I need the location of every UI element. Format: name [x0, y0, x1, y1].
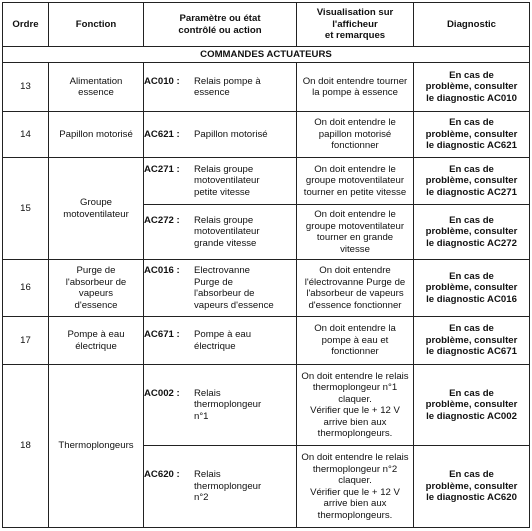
header-fonction: Fonction	[49, 3, 144, 47]
row-fonction: Groupe motoventilateur	[49, 158, 144, 260]
header-diagnostic: Diagnostic	[414, 3, 530, 47]
row-visualisation: On doit entendre le groupe motoventilateur tourner en petite vitesse	[297, 158, 414, 205]
row-parametre	[144, 260, 297, 317]
parameter-code: AC271 :	[144, 163, 180, 175]
actuator-diagnostic-table	[2, 2, 530, 528]
row-parametre	[144, 446, 297, 528]
row-ordre: 14	[3, 112, 49, 158]
row-visualisation: On doit entendre la pompe à eau et fonctionner	[297, 317, 414, 365]
parameter-code: AC010 :	[144, 75, 180, 87]
parameter-code: AC621 :	[144, 128, 180, 140]
row-visualisation: On doit entendre le relais thermoplongeur n°1 claquer. Vérifier que le + 12 V arrive bien aux thermoplongeurs.	[297, 365, 414, 446]
row-visualisation: On doit entendre l'électrovanne Purge de l'absorbeur de vapeurs d'essence fonctionner	[297, 260, 414, 317]
row-ordre: 18	[3, 365, 49, 528]
table-row	[3, 63, 530, 112]
row-fonction: Purge de l'absorbeur de vapeurs d'essence	[49, 260, 144, 317]
row-fonction: Thermoplongeurs	[49, 365, 144, 528]
row-parametre	[144, 112, 297, 158]
row-diagnostic: En cas de problème, consulter le diagnostic AC620	[414, 446, 530, 528]
row-parametre	[144, 63, 297, 112]
row-parametre	[144, 158, 297, 205]
row-diagnostic: En cas de problème, consulter le diagnostic AC671	[414, 317, 530, 365]
table-row	[3, 260, 530, 317]
parameter-description: Relais thermoplongeur n°2	[194, 469, 262, 504]
row-ordre: 17	[3, 317, 49, 365]
parameter-code: AC620 :	[144, 469, 180, 481]
section-row	[3, 47, 530, 63]
row-parametre	[144, 365, 297, 446]
row-diagnostic: En cas de problème, consulter le diagnostic AC271	[414, 158, 530, 205]
parameter-code: AC272 :	[144, 214, 180, 226]
row-diagnostic: En cas de problème, consulter le diagnostic AC010	[414, 63, 530, 112]
row-ordre: 13	[3, 63, 49, 112]
header-visualisation: Visualisation sur l'afficheur et remarques	[297, 3, 414, 47]
header-parametre: Paramètre ou état contrôlé ou action	[144, 3, 297, 47]
parameter-description: Relais groupe motoventilateur grande vitesse	[194, 214, 260, 249]
table-row	[3, 158, 530, 205]
row-diagnostic: En cas de problème, consulter le diagnostic AC016	[414, 260, 530, 317]
row-visualisation: On doit entendre le groupe motoventilateur tourner en grande vitesse	[297, 205, 414, 260]
parameter-description: Pompe à eau électrique	[194, 329, 252, 352]
row-ordre: 16	[3, 260, 49, 317]
parameter-description: Relais groupe motoventilateur petite vitesse	[194, 163, 260, 198]
parameter-code: AC002 :	[144, 387, 180, 399]
row-visualisation: On doit entendre le papillon motorisé fonctionner	[297, 112, 414, 158]
table-row	[3, 112, 530, 158]
row-parametre	[144, 317, 297, 365]
parameter-code: AC671 :	[144, 329, 180, 340]
row-parametre	[144, 205, 297, 260]
row-fonction: Pompe à eau électrique	[49, 317, 144, 365]
parameter-code: AC016 :	[144, 265, 180, 276]
parameter-description: Relais pompe à essence	[194, 75, 261, 98]
row-diagnostic: En cas de problème, consulter le diagnostic AC621	[414, 112, 530, 158]
row-visualisation: On doit entendre tourner la pompe à essence	[297, 63, 414, 112]
row-fonction: Papillon motorisé	[49, 112, 144, 158]
row-visualisation: On doit entendre le relais thermoplongeur n°2 claquer. Vérifier que le + 12 V arrive bien aux thermoplongeurs.	[297, 446, 414, 528]
parameter-description: Electrovanne Purge de l'absorbeur de vapeurs d'essence	[194, 265, 274, 311]
parameter-description: Papillon motorisé	[194, 128, 268, 140]
row-diagnostic: En cas de problème, consulter le diagnostic AC002	[414, 365, 530, 446]
table-row	[3, 317, 530, 365]
row-fonction: Alimentation essence	[49, 63, 144, 112]
row-ordre: 15	[3, 158, 49, 260]
table-row	[3, 365, 530, 446]
header-row	[3, 3, 530, 47]
row-diagnostic: En cas de problème, consulter le diagnostic AC272	[414, 205, 530, 260]
section-title: COMMANDES ACTUATEURS	[3, 47, 530, 63]
parameter-description: Relais thermoplongeur n°1	[194, 387, 262, 422]
header-ordre: Ordre	[3, 3, 49, 47]
